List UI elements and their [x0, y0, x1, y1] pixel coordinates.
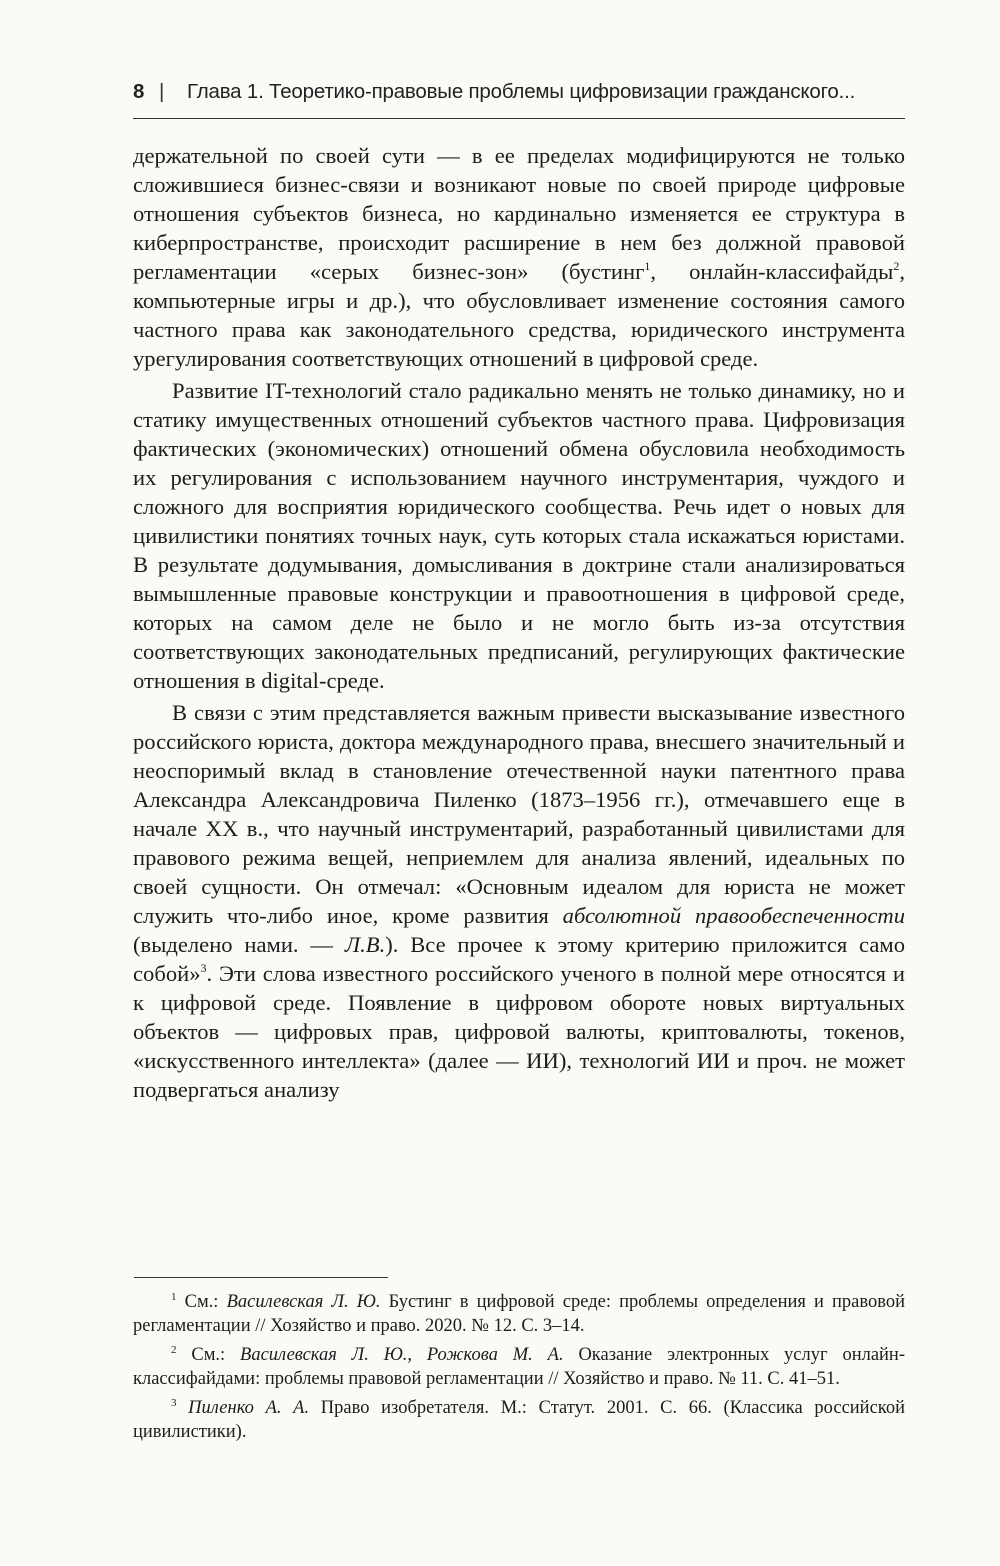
paragraph-1 [133, 141, 905, 373]
paragraph-3-text-a: В связи с этим представляется важным привести высказывание известного российского юриста, доктора международного права, внесшего значительный и неоспоримый вклад в становление отечественной науки патентного права Александра Александровича Пиленко (1873–1956 гг.), отмечавшего еще в начале XX в., что научный инструментарий, разработанный цивилистами для правового режима вещей, неприемлем для анализа явлений, идеальных по своей сущности. Он отмечал: «Основным идеалом для юриста не может служить что-либо иное, кроме развития [133, 700, 905, 928]
footnote-ref-3: 3 [200, 961, 207, 975]
body-text [133, 141, 905, 1104]
header-separator: | [159, 80, 165, 103]
footnote-text: Бустинг в цифровой среде: проблемы определения и правовой регламентации // Хозяйство и право. 2020. № 12. С. 3–14. [133, 1292, 906, 1336]
footnote-text: Оказание электронных услуг онлайн-классифайдами: проблемы правовой регламентации // Хозяйство и право. № 11. С. 41–51. [133, 1345, 905, 1389]
paragraph-3-text-d: . Эти слова известного российского ученого в полной мере относятся и к цифровой среде. Появление в цифровом обороте новых виртуальных объектов — цифровых прав, цифровой валюты, криптовалюты, токенов, «искусственного интеллекта» (далее — ИИ), технологий ИИ и проч. не может подвергаться анализу [133, 961, 905, 1102]
footnote-ref-1: 1 [644, 259, 651, 273]
footnote-author: Пиленко А. А. [188, 1398, 310, 1418]
running-header [133, 80, 905, 119]
footnote-1 [133, 1291, 905, 1338]
page-number: 8 [133, 80, 145, 103]
footnote-author: Василевская Л. Ю. [226, 1292, 381, 1312]
author-initials: Л.В. [344, 932, 386, 957]
footnote-text: Право изобретателя. М.: Статут. 2001. С. 66. (Классика российской цивилистики). [133, 1398, 905, 1442]
footnote-prefix: См.: [191, 1345, 241, 1365]
footnote-ref-2: 2 [893, 259, 900, 273]
paragraph-1-text-a: держательной по своей сути — в ее пределах модифицируются не только сложившиеся бизнес-связи и возникают новые по своей природе цифровые отношения субъектов бизнеса, но кардинально изменяется ее структура в киберпространстве, происходит расширение в нем без должной правовой регламентации «серых бизнес-зон» (бустинг [133, 143, 905, 284]
paragraph-1-text-c: , компьютерные игры и др.), что обусловливает изменение состояния самого частного права как законодательного средства, юридического инструмента урегулирования соответствующих отношений в цифровой среде. [133, 259, 906, 371]
footnote-3 [133, 1397, 905, 1444]
footnote-number: 3 [171, 1397, 177, 1409]
footnote-2 [133, 1344, 905, 1391]
paragraph-1-text-b: , онлайн-классифайды [650, 259, 894, 284]
footnote-divider [134, 1277, 388, 1278]
footnote-number: 2 [171, 1344, 177, 1356]
paragraph-2: Развитие IT-технологий стало радикально менять не только динамику, но и статику имущественных отношений субъектов частного права. Цифровизация фактических (экономических) отношений обмена обусловила необходимость их регулирования с использованием научного инструментария, чуждого и сложного для восприятия юридического сообщества. Речь идет о новых для цивилистики понятиях точных наук, суть которых стала искажаться юристами. В результате додумывания, домысливания в доктрине стали анализироваться вымышленные правовые конструкции и правоотношения в цифровой среде, которых на самом деле не было и не могло быть из-за отсутствия соответствующих законодательных предписаний, регулирующих фактические отношения в digital-среде. [133, 378, 905, 693]
paragraph-3-text-b: (выделено нами. — [133, 932, 345, 957]
footnote-author: Василевская Л. Ю. [240, 1345, 408, 1365]
footnote-prefix: См.: [184, 1292, 227, 1312]
footnotes [133, 1291, 905, 1450]
footnote-author-2: Рожкова М. А. [426, 1345, 564, 1365]
footnote-author-separator: , [407, 1345, 427, 1365]
chapter-title: Глава 1. Теоретико-правовые проблемы цифровизации гражданского... [187, 80, 856, 103]
footnote-number: 1 [171, 1291, 177, 1303]
paragraph-3-text-c: ). Все прочее к этому критерию приложится само собой» [133, 932, 905, 986]
paragraph-3 [133, 698, 905, 1104]
emphasis-italic: абсолютной правообеспеченности [562, 903, 906, 928]
